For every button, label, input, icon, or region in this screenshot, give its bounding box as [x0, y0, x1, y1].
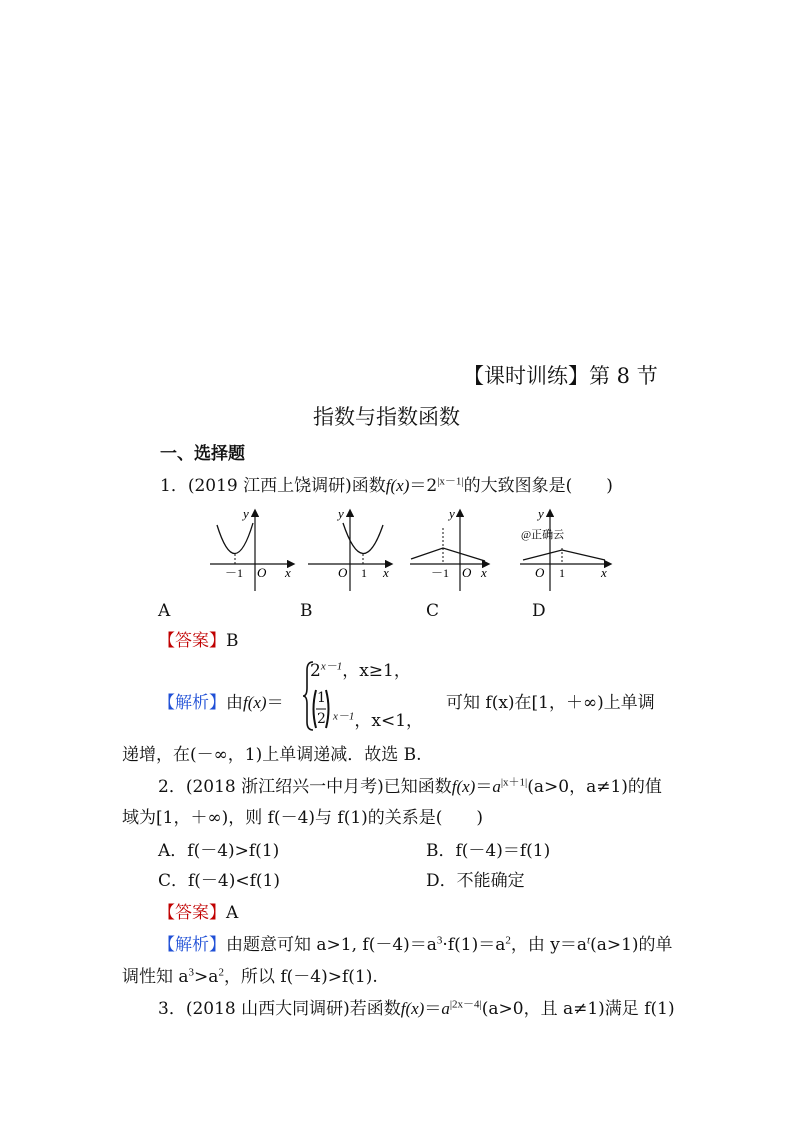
q2-a: a [492, 777, 501, 796]
graph-d-origin: O [535, 565, 545, 580]
case2-cond: ，x<1， [354, 711, 424, 731]
graph-b-origin: O [338, 565, 348, 580]
analysis-by: 由 [226, 693, 243, 713]
q2-an-c: ，由 y＝a [510, 935, 587, 955]
answer-label: 答案 [175, 631, 209, 651]
header-bracket-open: 【 [463, 364, 484, 388]
q1-answer [158, 630, 239, 652]
q2-answer-label: 答案 [175, 903, 209, 923]
q2-analysis-line-1: 【解析】由题意可知 a>1, $f(-4)=a^3\cdot f(1)=a^2$，由 $y=a^t(a>1)$的单 [158, 934, 673, 955]
q1-option-d: D [532, 601, 546, 621]
q1-graphs [205, 503, 615, 595]
q2-an2-exp1: 3 [188, 966, 195, 979]
case1-exp: x－1 [320, 660, 343, 673]
q2-an2-b: >a [194, 967, 219, 987]
q2-line1-post: (a>0，a≠1)的值 [527, 777, 662, 797]
question-1 [160, 475, 613, 497]
analysis-label: 解析 [175, 693, 209, 713]
piecewise-case-2 [333, 710, 423, 732]
graph-b-x: x [383, 565, 389, 580]
q3-fx: f(x) [400, 999, 425, 1018]
graph-a-origin: O [257, 565, 267, 580]
q2-exp: |x＋1| [500, 776, 528, 789]
graph-c [410, 506, 488, 591]
q3-line1-pre: 3．(2018 山西大同调研)若函数 [158, 999, 401, 1019]
q1-exp: |x－1| [437, 475, 464, 488]
q2-an2-exp2: 2 [218, 966, 224, 979]
header-title: 课时训练 [484, 364, 568, 388]
q2-an2-a: 调性知 a [122, 967, 189, 987]
case1-base: 2 [310, 661, 321, 681]
q2-answer: 【答案】A [158, 903, 239, 923]
question-2-line-2: 域为[1，＋∞)，则 f(－4)与 f(1)的关系是( ) [122, 808, 484, 828]
analysis-tail: 可知 f(x)在[1，＋∞)上单调 [446, 693, 655, 713]
q2-analysis-label: 解析 [175, 935, 209, 955]
q2-an-d: (a>1)的单 [590, 935, 673, 955]
q2-answer-value: A [226, 903, 239, 923]
q3-line1-post: (a>0，且 a≠1)满足 f(1) [481, 999, 675, 1019]
q1-number: 1． [160, 476, 188, 496]
answer-value: B [226, 631, 239, 651]
q2-eq: ＝ [475, 777, 493, 797]
fraction-numerator: 1 [317, 690, 326, 706]
analysis-line-2: 递增，在(－∞，1)上单调递减．故选 B. [122, 745, 422, 765]
q1-eq: ＝2 [409, 476, 438, 496]
header-bracket-close: 】 [568, 364, 589, 388]
q2-line1-pre: 2．(2018 浙江绍兴一中月考)已知函数 [158, 777, 452, 797]
analysis-eq: ＝ [266, 693, 284, 713]
q2-an2-c: ，所以 f(－4)>f(1). [223, 967, 378, 987]
q1-fx: f(x) [385, 476, 410, 495]
graph-d-y: y [538, 506, 544, 521]
analysis-fx: f(x) [243, 693, 267, 712]
q2-option-c: C．f(－4)<f(1) [158, 871, 280, 891]
q2-option-b: B．f(－4)＝f(1) [426, 841, 551, 861]
q1-option-a: A [158, 601, 171, 621]
question-2-line-1 [158, 776, 662, 798]
q2-analysis-line-2 [122, 966, 378, 988]
case2-fraction [310, 688, 332, 730]
q2-an-exp2: 2 [505, 934, 511, 947]
graph-b-y: y [338, 506, 344, 521]
graph-c-x: x [481, 565, 487, 580]
graph-a [210, 506, 293, 591]
case2-exp: x－1 [333, 710, 355, 723]
q1-option-c: C [426, 601, 440, 621]
q3-eq: ＝ [424, 999, 442, 1019]
graph-b-one: 1 [361, 566, 367, 580]
watermark-text: @正确云 [521, 529, 565, 541]
case1-cond: ，x≥1， [342, 661, 411, 681]
q2-option-d: D．不能确定 [426, 871, 525, 891]
graph-a-neg1: －1 [225, 566, 244, 580]
q1-text-a: 函数 [351, 476, 386, 496]
graph-c-neg1: －1 [431, 566, 450, 580]
graph-a-y: y [243, 506, 249, 521]
question-3-line-1 [158, 998, 675, 1020]
q1-option-b: B [300, 601, 313, 621]
graph-d-one: 1 [559, 566, 565, 580]
lesson-header [463, 362, 658, 390]
graph-b [308, 506, 391, 591]
graph-c-y: y [449, 506, 455, 521]
graph-d [520, 506, 610, 591]
q2-fx: f(x) [451, 777, 476, 796]
graph-a-x: x [285, 565, 291, 580]
section-heading: 一、选择题 [160, 444, 245, 464]
graph-c-origin: O [462, 565, 472, 580]
answer-bracket-open: 【 [158, 631, 175, 651]
graph-d-x: x [601, 565, 607, 580]
answer-bracket-close: 】 [209, 631, 226, 651]
q2-an-exp3: t [587, 934, 591, 947]
piecewise-case-1 [310, 660, 411, 682]
q1-analysis-start: 【解析】由f(x)＝ [158, 693, 284, 713]
q1-text-b: 的大致图象是( ) [463, 476, 613, 496]
q2-an-b: ·f(1)＝a [442, 935, 506, 955]
q2-an-a: 由题意可知 a>1, f(－4)＝a [226, 935, 437, 955]
page-subtitle: 指数与指数函数 [313, 405, 460, 429]
q3-exp: |2x－4| [449, 998, 482, 1011]
header-section: 第 8 节 [589, 364, 658, 388]
q2-an-exp1: 3 [436, 934, 443, 947]
fraction-denominator: 2 [317, 711, 326, 727]
q3-a: a [441, 999, 450, 1018]
q1-source: (2019 江西上饶调研) [187, 476, 352, 496]
q2-option-a: A．f(－4)>f(1) [158, 841, 280, 861]
